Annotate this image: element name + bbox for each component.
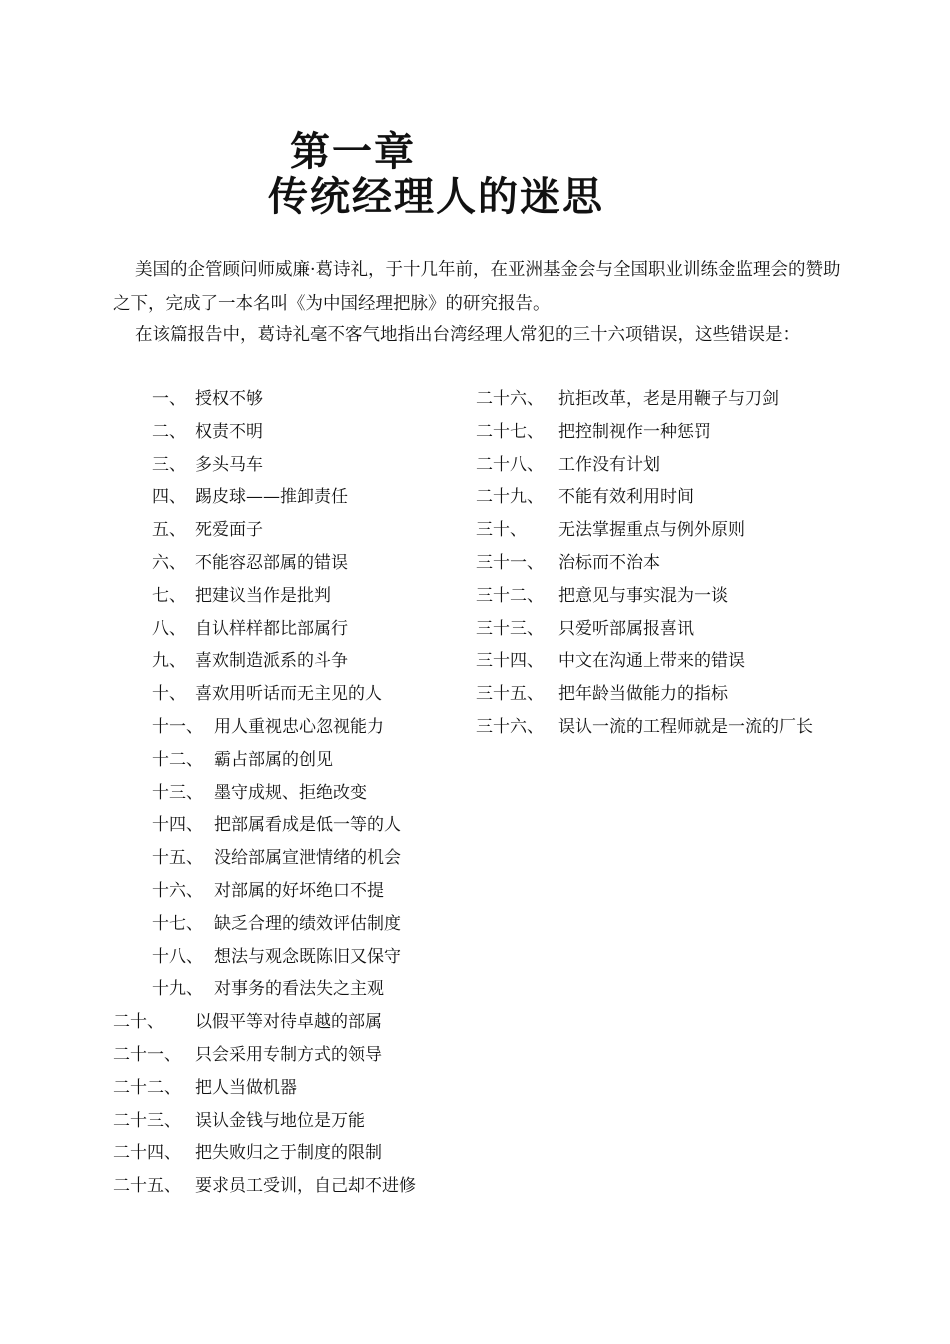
error-item-number: 二十八、	[476, 454, 544, 475]
error-item-number: 三、	[152, 454, 186, 475]
error-item-number: 二十二、	[113, 1077, 181, 1098]
error-item-text: 工作没有计划	[558, 454, 660, 475]
error-item-number: 二十一、	[113, 1045, 181, 1065]
error-item-number: 二十、	[113, 1012, 164, 1033]
error-item-text: 把意见与事实混为一谈	[558, 585, 728, 606]
error-item-number: 十七、	[152, 913, 203, 934]
error-item-number: 十三、	[152, 782, 203, 803]
error-item-text: 无法掌握重点与例外原则	[558, 520, 745, 541]
error-item-text: 缺乏合理的绩效评估制度	[214, 913, 401, 934]
error-item-text: 死爱面子	[195, 520, 263, 541]
error-item-text: 把失败归之于制度的限制	[195, 1143, 382, 1164]
error-item-number: 九、	[152, 651, 186, 672]
error-item-text: 把部属看成是低一等的人	[214, 815, 401, 836]
error-item-number: 十二、	[152, 749, 203, 770]
error-item-number: 十六、	[152, 881, 203, 901]
error-item-text: 只会采用专制方式的领导	[195, 1045, 382, 1065]
error-item-text: 治标而不治本	[558, 553, 660, 573]
error-item-number: 十四、	[152, 815, 203, 836]
error-item-text: 踢皮球——推卸责任	[195, 487, 348, 508]
error-item-number: 三十一、	[476, 553, 544, 573]
error-item-number: 四、	[152, 487, 186, 508]
error-item-text: 自认样样都比部属行	[195, 618, 348, 639]
error-item-number: 二十七、	[476, 421, 544, 442]
error-item-number: 十九、	[152, 979, 203, 1000]
error-item-text: 霸占部属的创见	[214, 749, 333, 770]
report-paragraph: 在该篇报告中，葛诗礼毫不客气地指出台湾经理人常犯的三十六项错误，这些错误是：	[135, 325, 800, 345]
error-item-text: 喜欢制造派系的斗争	[195, 651, 348, 672]
error-item-number: 十五、	[152, 848, 203, 869]
error-item-number: 十、	[152, 684, 186, 705]
error-item-text: 喜欢用听话而无主见的人	[195, 684, 382, 705]
error-item-text: 把人当做机器	[195, 1077, 297, 1098]
error-item-text: 授权不够	[195, 389, 263, 409]
error-item-number: 二十五、	[113, 1176, 181, 1197]
error-item-text: 只爱听部属报喜讯	[558, 618, 694, 639]
error-item-text: 对部属的好坏绝口不提	[214, 881, 384, 901]
error-item-text: 用人重视忠心忽视能力	[214, 717, 384, 737]
error-item-text: 把建议当作是批判	[195, 585, 331, 606]
error-item-text: 抗拒改革，老是用鞭子与刀剑	[558, 389, 779, 409]
error-item-number: 三十三、	[476, 618, 544, 639]
error-item-text: 把控制视作一种惩罚	[558, 421, 711, 442]
error-item-number: 三十四、	[476, 651, 544, 672]
error-item-number: 三十六、	[476, 717, 544, 737]
error-item-number: 一、	[152, 389, 186, 409]
error-item-number: 二十六、	[476, 389, 544, 409]
error-item-number: 八、	[152, 618, 186, 639]
error-item-text: 权责不明	[195, 421, 263, 442]
error-item-number: 三十、	[476, 520, 527, 541]
error-item-text: 对事务的看法失之主观	[214, 979, 384, 1000]
error-item-number: 三十二、	[476, 585, 544, 606]
error-item-number: 三十五、	[476, 684, 544, 705]
error-item-number: 十八、	[152, 946, 203, 967]
chapter-title: 传统经理人的迷思	[268, 174, 604, 220]
error-item-text: 中文在沟通上带来的错误	[558, 651, 745, 672]
error-item-number: 十一、	[152, 717, 203, 737]
error-item-number: 二十九、	[476, 487, 544, 508]
error-item-text: 误认一流的工程师就是一流的厂长	[558, 717, 813, 737]
intro-paragraph: 美国的企管顾问师威廉·葛诗礼，于十几年前，在亚洲基金会与全国职业训练金监理会的赞助之下，完成了一本名叫《为中国经理把脉》的研究报告。	[113, 260, 841, 314]
error-item-number: 二十四、	[113, 1143, 181, 1164]
error-item-text: 误认金钱与地位是万能	[195, 1110, 365, 1131]
error-item-text: 想法与观念既陈旧又保守	[214, 946, 401, 967]
error-item-text: 不能容忍部属的错误	[195, 553, 348, 573]
error-item-number: 五、	[152, 520, 186, 541]
error-item-text: 多头马车	[195, 454, 263, 475]
error-item-number: 二、	[152, 421, 186, 442]
error-item-number: 二十三、	[113, 1110, 181, 1131]
error-item-text: 不能有效利用时间	[558, 487, 694, 508]
error-item-text: 把年龄当做能力的指标	[558, 684, 728, 705]
error-item-number: 七、	[152, 585, 186, 606]
error-item-text: 要求员工受训，自己却不进修	[195, 1176, 416, 1197]
error-item-number: 六、	[152, 553, 186, 573]
error-item-text: 墨守成规、拒绝改变	[214, 782, 367, 803]
chapter-number: 第一章	[290, 129, 416, 175]
error-item-text: 没给部属宣泄情绪的机会	[214, 848, 401, 869]
error-item-text: 以假平等对待卓越的部属	[195, 1012, 382, 1033]
